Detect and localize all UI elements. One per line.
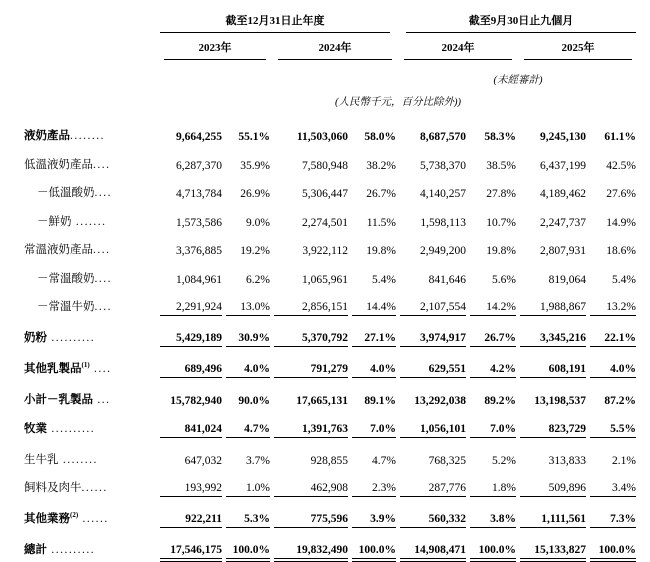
amount-cell: 1,573,586 xyxy=(176,216,222,229)
currency-units-note: (人民幣千元，百分比除外)) xyxy=(335,97,461,108)
percent-cell: 18.6% xyxy=(606,245,636,257)
percent-cell: 7.3% xyxy=(590,513,636,528)
amount-cell: 3,922,112 xyxy=(302,245,348,257)
percent-cell: 5.4% xyxy=(612,273,636,286)
percent-cell: 13.2% xyxy=(590,301,636,316)
percent-cell: 100.0% xyxy=(470,544,516,559)
table-row xyxy=(24,420,650,438)
amount-cell: 775,596 xyxy=(274,513,348,528)
dot-leader: ........ xyxy=(58,453,98,466)
header-period-groups xyxy=(24,12,650,33)
row-label: 其他業務$^{(2)}$ ...... xyxy=(24,511,109,525)
percent-cell: 42.5% xyxy=(606,159,636,172)
amount-cell: 791,279 xyxy=(274,363,348,378)
percent-cell: 4.0% xyxy=(590,363,636,378)
amount-cell: 462,908 xyxy=(274,482,348,497)
amount-cell: 14,908,471 xyxy=(400,544,466,559)
percent-cell: 4.2% xyxy=(470,363,516,378)
amount-cell: 3,974,917 xyxy=(400,332,466,347)
amount-cell: 841,646 xyxy=(428,273,466,286)
percent-cell: 11.5% xyxy=(366,216,396,229)
percent-cell: 61.1% xyxy=(604,131,636,143)
dot-leader: .... xyxy=(93,244,111,256)
amount-cell: 1,598,113 xyxy=(420,216,466,229)
percent-cell: 100.0% xyxy=(352,544,396,559)
table-row xyxy=(24,451,650,469)
amount-cell: 5,306,447 xyxy=(302,188,348,200)
row-label: 液奶產品........ xyxy=(24,130,105,142)
percent-cell: 19.8% xyxy=(486,245,516,257)
percent-cell: 90.0% xyxy=(238,395,270,407)
percent-cell: 7.0% xyxy=(352,423,396,438)
column-header-2024-9m: 2024年 xyxy=(404,39,512,60)
amount-cell: 922,211 xyxy=(160,513,222,528)
amount-cell: 11,503,060 xyxy=(296,131,348,143)
unaudited-note: (未經審計) xyxy=(493,75,543,86)
dot-leader: .... xyxy=(94,187,112,199)
amount-cell: 5,738,370 xyxy=(420,159,466,172)
row-label: 生牛乳 ........ xyxy=(24,453,98,466)
amount-cell: 17,665,131 xyxy=(296,395,348,407)
percent-cell: 4.7% xyxy=(372,454,396,467)
amount-cell: 4,140,257 xyxy=(420,188,466,200)
table-row xyxy=(24,184,650,202)
percent-cell: 5.2% xyxy=(492,454,516,467)
dot-leader: ...... xyxy=(78,513,109,525)
percent-cell: 5.4% xyxy=(372,273,396,286)
amount-cell: 1,056,101 xyxy=(400,423,466,438)
percent-cell: 7.0% xyxy=(470,423,516,438)
dot-leader: .... xyxy=(94,301,112,313)
percent-cell: 2.1% xyxy=(612,454,636,467)
amount-cell: 1,988,867 xyxy=(520,301,586,316)
header-notes xyxy=(24,60,650,109)
row-label: 總計 .......... xyxy=(24,544,96,556)
amount-cell: 5,370,792 xyxy=(274,332,348,347)
amount-cell: 1,084,961 xyxy=(176,273,222,286)
amount-cell: 768,325 xyxy=(428,454,466,467)
amount-cell: 6,437,199 xyxy=(540,159,586,172)
period-group-year-ended: 截至12月31日止年度 xyxy=(160,12,390,33)
row-label: 奶粉 .......... xyxy=(24,332,96,344)
dot-leader: .......... xyxy=(47,544,96,556)
percent-cell: 27.1% xyxy=(352,332,396,347)
amount-cell: 608,191 xyxy=(520,363,586,378)
percent-cell: 5.5% xyxy=(590,423,636,438)
amount-cell: 509,896 xyxy=(520,482,586,497)
amount-cell: 313,833 xyxy=(548,454,586,467)
percent-cell: 9.0% xyxy=(246,216,270,229)
amount-cell: 8,687,570 xyxy=(420,131,466,143)
row-label: －鮮奶 ....... xyxy=(37,215,107,228)
table-row xyxy=(24,391,650,409)
table-row xyxy=(24,298,650,316)
amount-cell: 13,198,537 xyxy=(534,395,586,407)
percent-cell: 38.2% xyxy=(366,159,396,172)
percent-cell: 14.9% xyxy=(606,216,636,229)
table-row xyxy=(24,241,650,259)
row-label: 低溫液奶產品.... xyxy=(24,158,111,171)
table-row xyxy=(24,127,650,145)
header-year-row xyxy=(24,33,650,60)
column-header-2024: 2024年 xyxy=(278,39,392,60)
percent-cell: 89.2% xyxy=(484,395,516,407)
percent-cell: 100.0% xyxy=(590,544,636,559)
table-row xyxy=(24,213,650,231)
table-row xyxy=(24,479,650,497)
percent-cell: 13.0% xyxy=(226,301,270,316)
percent-cell: 87.2% xyxy=(604,395,636,407)
percent-cell: 4.7% xyxy=(226,423,270,438)
amount-cell: 841,024 xyxy=(160,423,222,438)
percent-cell: 35.9% xyxy=(240,159,270,172)
table-row xyxy=(24,510,650,528)
period-group-nine-months: 截至9月30日止九個月 xyxy=(406,12,636,33)
dot-leader: ...... xyxy=(81,482,108,494)
amount-cell: 2,274,501 xyxy=(302,216,348,229)
row-label: －低溫酸奶.... xyxy=(37,187,112,199)
percent-cell: 38.5% xyxy=(486,159,516,172)
dot-leader: ........ xyxy=(70,130,105,142)
table-row xyxy=(24,329,650,347)
percent-cell: 3.8% xyxy=(470,513,516,528)
percent-cell: 3.9% xyxy=(352,513,396,528)
percent-cell: 55.1% xyxy=(238,131,270,143)
percent-cell: 14.2% xyxy=(470,301,516,316)
column-header-2023: 2023年 xyxy=(164,39,266,60)
amount-cell: 6,287,370 xyxy=(176,159,222,172)
percent-cell: 100.0% xyxy=(226,544,270,559)
percent-cell: 5.3% xyxy=(226,513,270,528)
percent-cell: 1.8% xyxy=(470,482,516,497)
amount-cell: 15,782,940 xyxy=(170,395,222,407)
dot-leader: ... xyxy=(93,394,111,406)
percent-cell: 27.6% xyxy=(606,188,636,200)
percent-cell: 10.7% xyxy=(486,216,516,229)
amount-cell: 2,247,737 xyxy=(540,216,586,229)
dot-leader: .......... xyxy=(47,422,96,435)
amount-cell: 1,391,763 xyxy=(274,423,348,438)
amount-cell: 647,032 xyxy=(184,454,222,467)
amount-cell: 689,496 xyxy=(160,363,222,378)
percent-cell: 3.4% xyxy=(590,482,636,497)
amount-cell: 819,064 xyxy=(548,273,586,286)
amount-cell: 7,580,948 xyxy=(302,159,348,172)
percent-cell: 58.0% xyxy=(364,131,396,143)
amount-cell: 1,111,561 xyxy=(520,513,586,528)
amount-cell: 928,855 xyxy=(310,454,348,467)
column-header-2025-9m: 2025年 xyxy=(524,39,632,60)
amount-cell: 3,376,885 xyxy=(176,245,222,257)
percent-cell: 4.0% xyxy=(226,363,270,378)
percent-cell: 2.3% xyxy=(352,482,396,497)
table-row xyxy=(24,270,650,288)
percent-cell: 30.9% xyxy=(226,332,270,347)
amount-cell: 560,332 xyxy=(400,513,466,528)
amount-cell: 4,713,784 xyxy=(176,188,222,200)
amount-cell: 2,807,931 xyxy=(540,245,586,257)
amount-cell: 2,856,151 xyxy=(274,301,348,316)
amount-cell: 15,133,827 xyxy=(520,544,586,559)
percent-cell: 19.8% xyxy=(366,245,396,257)
percent-cell: 26.9% xyxy=(240,188,270,200)
amount-cell: 823,729 xyxy=(520,423,586,438)
amount-cell: 2,949,200 xyxy=(420,245,466,257)
percent-cell: 19.2% xyxy=(240,245,270,257)
percent-cell: 26.7% xyxy=(470,332,516,347)
percent-cell: 89.1% xyxy=(364,395,396,407)
percent-cell: 14.4% xyxy=(352,301,396,316)
amount-cell: 1,065,961 xyxy=(302,273,348,286)
percent-cell: 5.6% xyxy=(492,273,516,286)
amount-cell: 2,291,924 xyxy=(160,301,222,316)
amount-cell: 629,551 xyxy=(400,363,466,378)
amount-cell: 17,546,175 xyxy=(160,544,222,559)
row-label: 小計－乳製品 ... xyxy=(24,394,111,406)
percent-cell: 1.0% xyxy=(226,482,270,497)
amount-cell: 9,664,255 xyxy=(176,131,222,143)
percent-cell: 26.7% xyxy=(366,188,396,200)
amount-cell: 2,107,554 xyxy=(400,301,466,316)
dot-leader: ....... xyxy=(71,215,107,228)
percent-cell: 3.7% xyxy=(246,454,270,467)
amount-cell: 4,189,462 xyxy=(540,188,586,200)
row-label: －常溫牛奶.... xyxy=(37,301,112,313)
footnote-marker: (2) xyxy=(70,511,79,520)
row-label: 飼料及肉牛...... xyxy=(24,482,108,494)
table-row xyxy=(24,541,650,559)
amount-cell: 19,832,490 xyxy=(274,544,348,559)
row-label: 常溫液奶產品.... xyxy=(24,244,111,256)
percent-cell: 4.0% xyxy=(352,363,396,378)
amount-cell: 5,429,189 xyxy=(160,332,222,347)
dot-leader: .... xyxy=(89,363,112,375)
dot-leader: .......... xyxy=(47,332,96,344)
row-label: 牧業 .......... xyxy=(24,422,96,435)
dot-leader: .... xyxy=(94,272,112,285)
row-label: －常溫酸奶.... xyxy=(37,272,112,285)
percent-cell: 6.2% xyxy=(246,273,270,286)
footnote-marker: (1) xyxy=(81,361,90,370)
row-label: 其他乳製品$^{(1)}$ .... xyxy=(24,361,112,375)
percent-cell: 58.3% xyxy=(484,131,516,143)
amount-cell: 13,292,038 xyxy=(414,395,466,407)
table-body xyxy=(24,127,650,559)
amount-cell: 193,992 xyxy=(160,482,222,497)
table-row xyxy=(24,156,650,174)
percent-cell: 27.8% xyxy=(486,188,516,200)
amount-cell: 3,345,216 xyxy=(520,332,586,347)
percent-cell: 22.1% xyxy=(590,332,636,347)
amount-cell: 287,776 xyxy=(400,482,466,497)
table-row xyxy=(24,360,650,378)
amount-cell: 9,245,130 xyxy=(540,131,586,143)
dot-leader: .... xyxy=(93,158,111,171)
